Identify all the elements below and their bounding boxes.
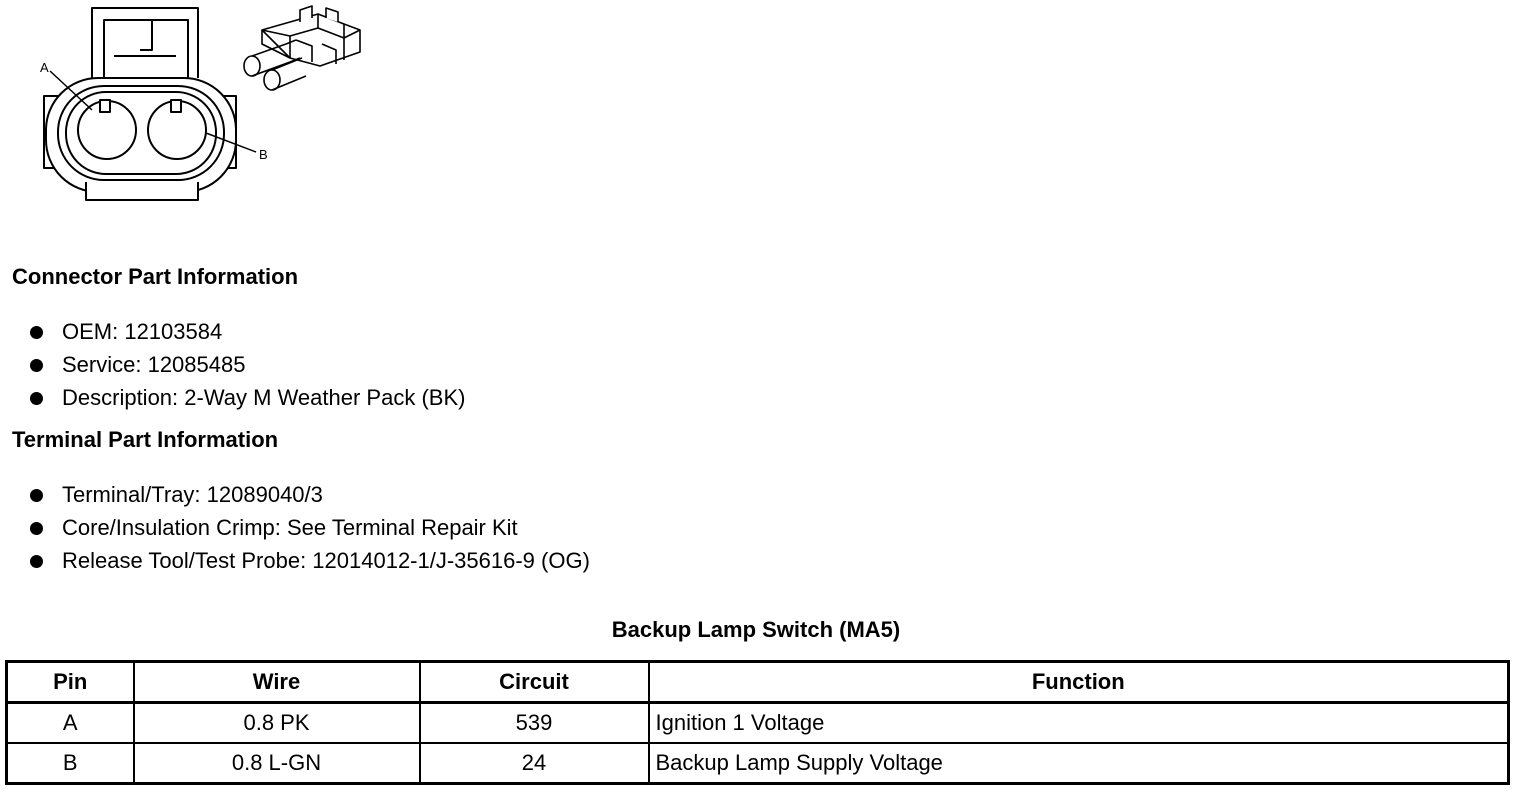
connector-illustration	[0, 0, 380, 215]
table-row	[7, 743, 1509, 784]
table-header-row	[7, 662, 1509, 703]
header-circuit: Circuit	[420, 662, 649, 703]
cell-pin: A	[7, 703, 134, 744]
cell-function: Ignition 1 Voltage	[649, 703, 1509, 744]
connector-description-item: Description: 2-Way M Weather Pack (BK)	[28, 385, 465, 418]
header-pin: Pin	[7, 662, 134, 703]
header-function: Function	[649, 662, 1509, 703]
cell-circuit: 539	[420, 703, 649, 744]
pin-a-label: A	[40, 60, 49, 75]
cell-circuit: 24	[420, 743, 649, 784]
connector-oem-item: OEM: 12103584	[28, 319, 465, 352]
terminal-part-info-list	[28, 482, 590, 581]
pinout-table	[5, 660, 1510, 785]
cell-wire: 0.8 L-GN	[134, 743, 420, 784]
cell-wire: 0.8 PK	[134, 703, 420, 744]
terminal-tray-item: Terminal/Tray: 12089040/3	[28, 482, 590, 515]
terminal-release-tool-item: Release Tool/Test Probe: 12014012-1/J-35616-9 (OG)	[28, 548, 590, 581]
pinout-table-caption: Backup Lamp Switch (MA5)	[611, 617, 901, 642]
table-row	[7, 703, 1509, 744]
connector-face-diagram	[0, 0, 380, 215]
connector-service-item: Service: 12085485	[28, 352, 465, 385]
connector-part-info-list	[28, 319, 465, 418]
terminal-part-info-heading: Terminal Part Information	[12, 427, 279, 452]
connector-isometric-thumbnail	[244, 6, 360, 90]
cell-function: Backup Lamp Supply Voltage	[649, 743, 1509, 784]
header-wire: Wire	[134, 662, 420, 703]
pin-b-label: B	[259, 147, 268, 162]
connector-part-info-heading: Connector Part Information	[12, 264, 299, 289]
cell-pin: B	[7, 743, 134, 784]
terminal-crimp-item: Core/Insulation Crimp: See Terminal Repair Kit	[28, 515, 590, 548]
